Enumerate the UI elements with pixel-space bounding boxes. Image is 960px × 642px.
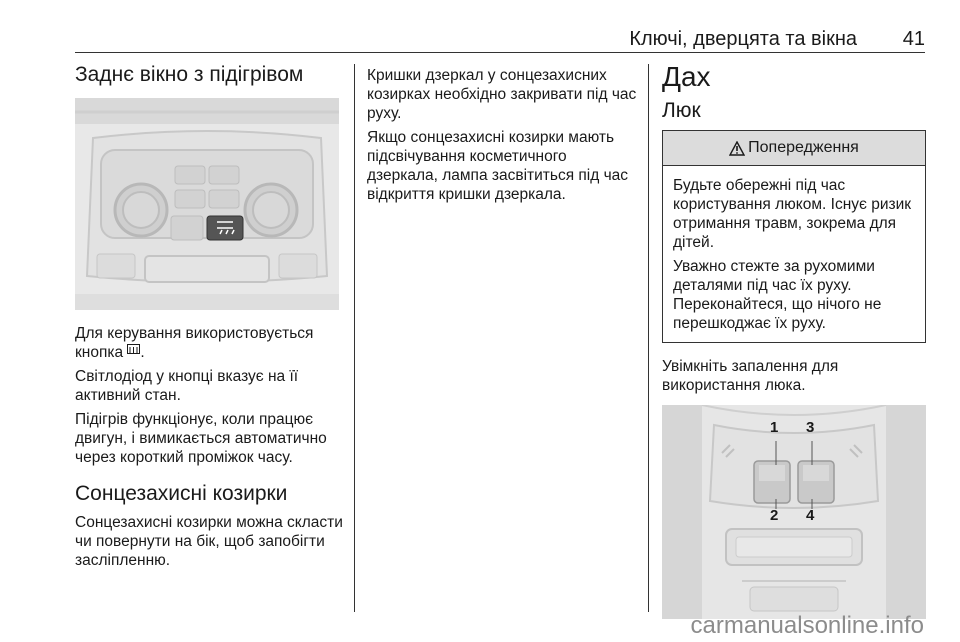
page-header (75, 28, 925, 53)
column-divider (354, 64, 355, 612)
column-divider (648, 64, 649, 612)
warning-body (663, 166, 925, 342)
climate-control-panel-illustration (75, 98, 339, 310)
paragraph: Кришки дзеркал у сонцезахисних козирках необхідно закривати під час руху. (367, 67, 637, 122)
sunroof-switch-drawing (662, 405, 926, 619)
section-heading: Сонцезахисні козирки (75, 482, 288, 505)
page-number: 41 (902, 28, 925, 50)
paragraph: Будьте обережні під час користування люком. Існує ризик отримання травм, зокрема для дітей. (673, 177, 912, 251)
watermark: carmanualsonline.info (690, 612, 924, 639)
paragraph: Для керування використовується кнопка . (75, 325, 314, 361)
rear-window-heating-icon (127, 345, 140, 360)
warning-header (663, 131, 925, 166)
warning-box (662, 130, 926, 343)
warning-triangle-icon (729, 141, 745, 156)
paragraph: Сонцезахисні козирки можна скласти чи повернути на бік, щоб запобігти засліпленню. (75, 514, 343, 569)
header-title: Ключі, дверцята та вікна (629, 28, 857, 50)
chapter-heading: Дах (662, 61, 711, 92)
column-roof (662, 60, 926, 619)
callout-2: 2 (770, 507, 779, 524)
climate-panel-drawing (75, 98, 339, 310)
subsection-heading: Люк (662, 99, 701, 122)
paragraph: Увімкніть запалення для використання люка. (662, 358, 839, 394)
paragraph: Якщо сонцезахисні козирки мають підсвічування косметичного дзеркала, лампа засвітиться під час відкриття кришки дзеркала. (367, 129, 629, 203)
paragraph: Уважно стежте за рухомими деталями під час їх руху. Переконайтеся, що нічого не перешкоджає їх руху. (673, 258, 882, 332)
warning-title: Попередження (748, 139, 859, 156)
callout-3: 3 (806, 419, 815, 436)
paragraph-text: Для керування використовується кнопка (75, 325, 314, 361)
column-rear-window (75, 62, 345, 575)
column-sun-visors-cont (367, 66, 639, 209)
sunroof-switch-illustration (662, 405, 926, 619)
callout-1: 1 (770, 419, 779, 436)
paragraph: Світлодіод у кнопці вказує на її активний стан. (75, 368, 299, 404)
paragraph: Підігрів функціонує, коли працює двигун, і вимикається автоматично через короткий проміжок часу. (75, 411, 327, 466)
section-heading: Заднє вікно з підігрівом (75, 63, 304, 86)
callout-4: 4 (806, 507, 815, 524)
